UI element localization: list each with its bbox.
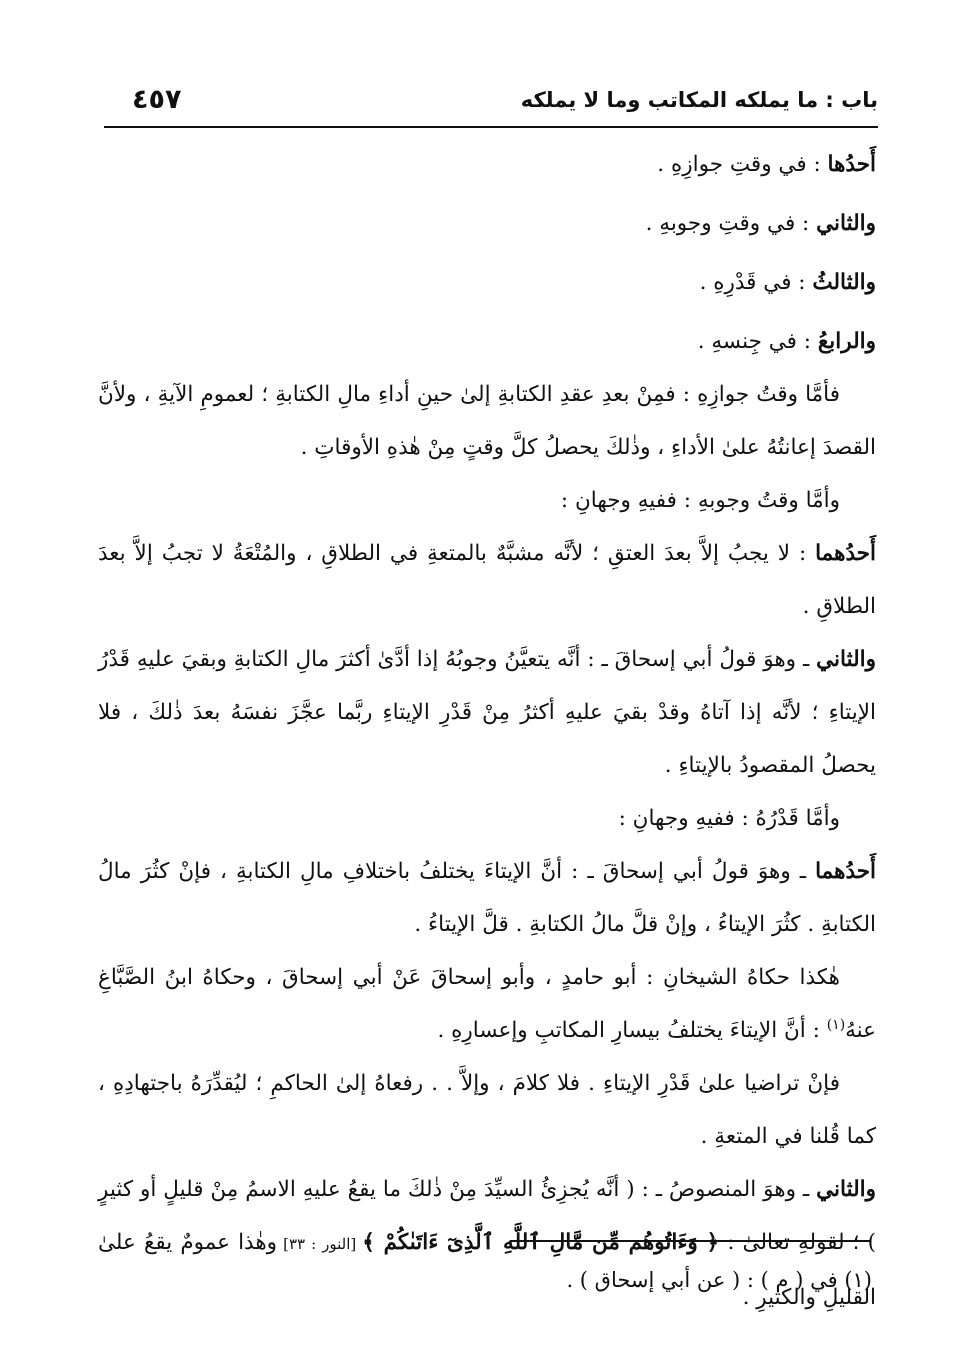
paragraph-lead: أَحدُهما [815,859,876,884]
footnote-reference[interactable]: (١) [826,1016,846,1033]
paragraph-text: : في وقتِ جوازِهِ . [657,152,828,177]
paragraph-10 [98,845,876,951]
paragraph-lead: والثاني [816,211,876,236]
paragraph-text: فإنْ تراضيا علىٰ قَدْرِ الإيتاءِ . فلا كلامَ ، وإلاَّ . . رفعاهُ إلىٰ الحاكمِ ؛ ليُقدِّرَهُ باجتهادِهِ ، كما قُلنا في المتعةِ . [98,1071,876,1149]
paragraph-13 [98,1163,876,1324]
paragraph-1 [98,138,876,191]
paragraph-8 [98,633,876,792]
paragraph-lead: والثاني [816,1177,876,1202]
footnote-divider [510,1240,870,1242]
paragraph-lead: والثالثُ [812,270,876,295]
paragraph-text: : في وقتِ وجوبهِ . [645,211,817,236]
paragraph-text: ـ وهوَ قولُ أبي إسحاقَ ـ : أنَّه يتعيَّنُ وجوبُهُ إذا أدَّىٰ أكثرَ مالِ الكتابةِ وبقيَ عليهِ قَدْرُ الإيتاءِ ؛ لأنَّه إذا آتاهُ وقدْ بقيَ عليهِ أكثرُ مِنْ قَدْرِ الإيتاءِ ربَّما عجَّزَ نفسَهُ بعدَ ذٰلكَ ، فلا يحصلُ المقصودُ بالإيتاءِ . [98,647,876,778]
paragraph-12 [98,1057,876,1163]
paragraph-text: وأمَّا قَدْرُهُ : ففيهِ وجهانِ : [618,806,840,831]
paragraph-9 [98,792,876,845]
paragraph-5 [98,368,876,474]
paragraph-text: وأمَّا وقتُ وجوبهِ : ففيهِ وجهانِ : [560,488,840,513]
paragraph-lead: والرابعُ [817,329,876,354]
page-number: ٤٥٧ [132,84,182,115]
footnote-marker: (١) [844,1268,872,1292]
body-text [98,138,876,1324]
paragraph-6 [98,474,876,527]
page-header [104,82,878,128]
footnote-text: في ( م ) : ( عن أبي إسحاق ) . [566,1268,845,1292]
paragraph-text: : في قَدْرِهِ . [699,270,813,295]
paragraph-text: ـ وهوَ المنصوصُ ـ : ( أنَّه يُجزِئُ السيِّدَ مِنْ ذٰلكَ ما يقعُ عليهِ الاسمُ مِنْ قليلٍ أو كثيرٍ ) ؛ لقولهِ تعالىٰ : [98,1177,876,1255]
running-title: باب : ما يملكه المكاتب وما لا يملكه [520,88,878,112]
paragraph-text: : في جِنسهِ . [697,329,818,354]
paragraph-3 [98,256,876,309]
paragraph-text: : لا يجبُ إلاَّ بعدَ العتقِ ؛ لأنَّه مشبَّهٌ بالمتعةِ في الطلاقِ ، والمُتْعَةُ لا تجبُ إلاَّ بعدَ الطلاقِ . [98,541,876,619]
paragraph-4 [98,315,876,368]
footnote [400,1268,872,1292]
paragraph-lead: أَحدُهما [815,541,876,566]
paragraph-text-after: : أنَّ الإيتاءَ يختلفُ بيسارِ المكاتبِ وإعسارِهِ . [437,1018,827,1043]
paragraph-text: فأمَّا وقتُ جوازِهِ : فمِنْ بعدِ عقدِ الكتابةِ إلىٰ حينِ أداءِ مالِ الكتابةِ ؛ لعمومِ الآيةِ ، ولأنَّ القصدَ إعانتُهُ علىٰ الأداءِ ، وذٰلكَ يحصلُ كلَّ وقتٍ مِنْ هٰذهِ الأوقاتِ . [98,382,876,460]
quran-verse: ﴿ وَءَاتُوهُم مِّن مَّالِ ٱللَّهِ ٱلَّذِىٓ ءَاتَىٰكُمْ ﴾ [362,1230,720,1255]
paragraph-lead: والثاني [816,647,876,672]
paragraph-text: ـ وهوَ قولُ أبي إسحاقَ ـ : أنَّ الإيتاءَ يختلفُ باختلافِ مالِ الكتابةِ ، فإنْ كثُرَ مالُ الكتابةِ . كثُرَ الإيتاءُ ، وإنْ قلَّ مالُ الكتابةِ . قلَّ الإيتاءُ . [98,859,876,937]
paragraph-2 [98,197,876,250]
paragraph-7 [98,527,876,633]
paragraph-11 [98,951,876,1057]
paragraph-lead: أَحدُها [827,152,876,177]
paragraph-text: هٰكذا حكاهُ الشيخانِ : أبو حامدٍ ، وأبو إسحاقَ عَنْ أبي إسحاقَ ، وحكاهُ ابنُ الصَّبَّاغِ عنهُ [98,965,876,1043]
paragraph-text-after: وهٰذا عمومٌ يقعُ علىٰ القليلِ والكثيرِ . [98,1230,876,1310]
verse-source: [النور : ٣٣] [277,1235,363,1253]
